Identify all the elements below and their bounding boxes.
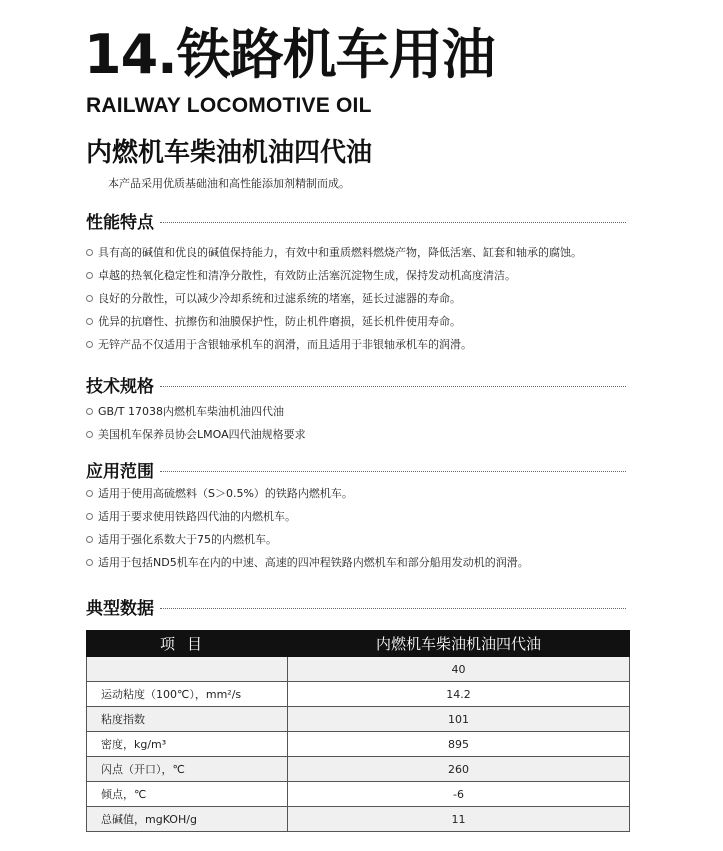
list-item: 良好的分散性，可以减少冷却系统和过滤系统的堵塞，延长过滤器的寿命。	[86, 287, 646, 310]
list-item: 优异的抗磨性、抗擦伤和油膜保护性，防止机件磨损，延长机件使用寿命。	[86, 310, 646, 333]
table-header-row	[87, 631, 630, 657]
list-item: 适用于要求使用铁路四代油的内燃机车。	[86, 505, 646, 528]
bullet-icon	[86, 431, 93, 438]
bullet-icon	[86, 318, 93, 325]
row-value: 895	[288, 732, 630, 757]
table-row	[87, 807, 630, 832]
list-item: 美国机车保养员协会LMOA四代油规格要求	[86, 423, 646, 446]
page-title: 14.铁路机车用油	[84, 23, 495, 86]
specs-list	[86, 400, 646, 446]
row-label: 粘度指数	[87, 707, 288, 732]
bullet-icon	[86, 536, 93, 543]
list-item: 适用于强化系数大于75的内燃机车。	[86, 528, 646, 551]
heading-divider	[160, 222, 626, 223]
typical-data-table	[86, 630, 630, 832]
specs-heading-label: 技术规格	[86, 377, 154, 397]
product-intro: 本产品采用优质基础油和高性能添加剂精制而成。	[108, 177, 350, 190]
specs-heading	[86, 372, 626, 397]
bullet-icon	[86, 513, 93, 520]
table-row	[87, 782, 630, 807]
table-row	[87, 707, 630, 732]
bullet-icon	[86, 490, 93, 497]
table-row	[87, 757, 630, 782]
applications-list	[86, 482, 646, 574]
list-item: 无锌产品不仅适用于含银轴承机车的润滑，而且适用于非银轴承机车的润滑。	[86, 333, 646, 356]
features-list	[86, 241, 646, 356]
heading-divider	[160, 386, 626, 387]
row-label	[87, 657, 288, 682]
bullet-icon	[86, 341, 93, 348]
row-label: 运动粘度（100℃），mm²/s	[87, 682, 288, 707]
row-value: 11	[288, 807, 630, 832]
heading-divider	[160, 471, 626, 472]
row-label: 闪点（开口），℃	[87, 757, 288, 782]
row-label: 密度，kg/m³	[87, 732, 288, 757]
applications-heading-label: 应用范围	[86, 462, 154, 482]
heading-divider	[160, 608, 626, 609]
table-row	[87, 682, 630, 707]
bullet-icon	[86, 272, 93, 279]
features-heading-label: 性能特点	[86, 213, 154, 233]
row-value: -6	[288, 782, 630, 807]
table-row	[87, 657, 630, 682]
column-header-product: 内燃机车柴油机油四代油	[288, 631, 630, 657]
bullet-icon	[86, 408, 93, 415]
list-item: 适用于使用高硫燃料（S＞0.5%）的铁路内燃机车。	[86, 482, 646, 505]
applications-heading	[86, 457, 626, 482]
bullet-icon	[86, 295, 93, 302]
bullet-icon	[86, 249, 93, 256]
list-item: GB/T 17038内燃机车柴油机油四代油	[86, 400, 646, 423]
row-value: 260	[288, 757, 630, 782]
list-item: 具有高的碱值和优良的碱值保持能力，有效中和重质燃料燃烧产物，降低活塞、缸套和轴承的腐蚀。	[86, 241, 646, 264]
row-value: 101	[288, 707, 630, 732]
row-value: 40	[288, 657, 630, 682]
table-row	[87, 732, 630, 757]
list-item: 适用于包括ND5机车在内的中速、高速的四冲程铁路内燃机车和部分船用发动机的润滑。	[86, 551, 646, 574]
row-value: 14.2	[288, 682, 630, 707]
row-label: 倾点，℃	[87, 782, 288, 807]
column-header-item: 项目	[87, 631, 288, 657]
page-subtitle-en: RAILWAY LOCOMOTIVE OIL	[86, 94, 372, 117]
features-heading	[86, 208, 626, 233]
bullet-icon	[86, 559, 93, 566]
typical-heading	[86, 594, 626, 619]
product-name: 内燃机车柴油机油四代油	[86, 138, 373, 168]
typical-heading-label: 典型数据	[86, 599, 154, 619]
row-label: 总碱值，mgKOH/g	[87, 807, 288, 832]
list-item: 卓越的热氧化稳定性和清净分散性，有效防止活塞沉淀物生成，保持发动机高度清洁。	[86, 264, 646, 287]
